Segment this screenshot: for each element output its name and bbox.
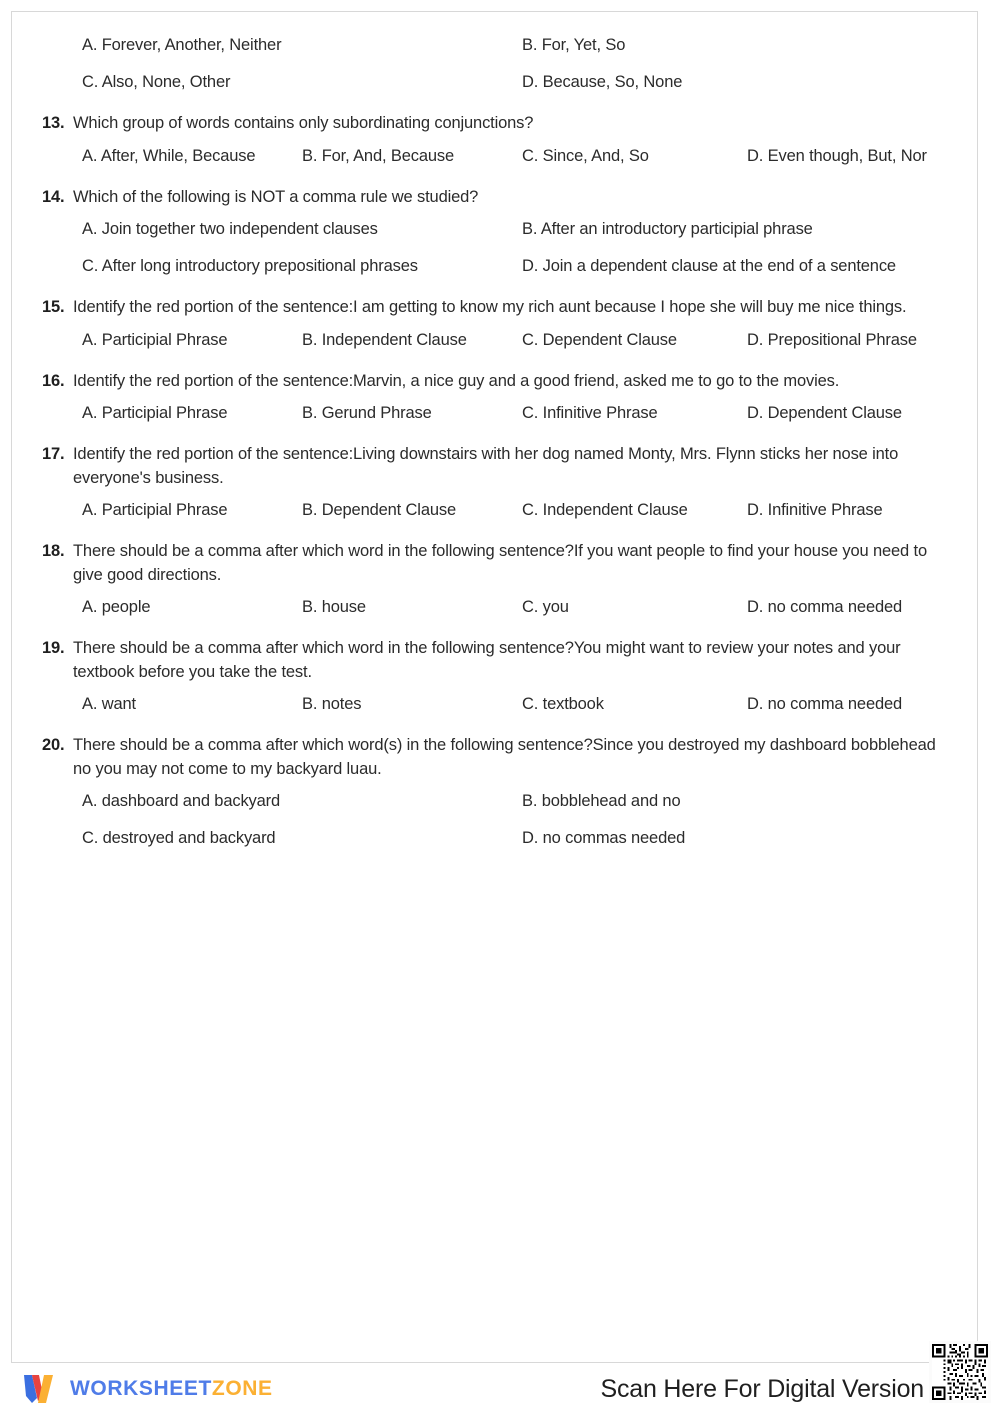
brand-wordmark [70, 1377, 273, 1401]
option-row [82, 255, 947, 278]
option-choice[interactable]: C. destroyed and backyard [82, 829, 276, 848]
option-choice[interactable]: B. notes [302, 695, 362, 714]
option-choice[interactable]: C. textbook [522, 695, 604, 714]
option-choice[interactable]: C. you [522, 598, 569, 617]
option-list [42, 329, 947, 352]
question-item [42, 112, 947, 168]
option-list [42, 145, 947, 168]
question-header [42, 296, 947, 319]
worksheet-zone-logo[interactable] [22, 1369, 273, 1409]
option-choice[interactable]: D. Dependent Clause [747, 404, 902, 423]
question-number: 19. [42, 639, 65, 658]
option-choice[interactable]: D. Prepositional Phrase [747, 330, 917, 349]
question-header [42, 637, 947, 684]
option-list [42, 790, 947, 850]
option-list [42, 596, 947, 619]
option-choice[interactable]: B. Dependent Clause [302, 501, 457, 520]
continued-options-list [42, 34, 947, 94]
question-item [42, 540, 947, 619]
question-number: 17. [42, 445, 65, 464]
option-choice[interactable]: C. Infinitive Phrase [522, 404, 658, 423]
question-number: 16. [42, 371, 65, 390]
qr-code[interactable] [929, 1341, 991, 1403]
option-choice[interactable]: B. For, And, Because [302, 146, 455, 165]
option-row [82, 34, 947, 57]
option-choice[interactable]: C. Also, None, Other [82, 73, 231, 92]
option-choice[interactable]: B. After an introductory participial phrase [522, 220, 813, 239]
option-row [82, 827, 947, 850]
option-row [82, 218, 947, 241]
option-row [82, 499, 947, 522]
option-choice[interactable]: D. no commas needed [522, 829, 686, 848]
option-row [82, 329, 947, 352]
question-text: Which group of words contains only subordinating conjunctions? [73, 114, 534, 133]
option-choice[interactable]: B. house [302, 598, 366, 617]
question-header [42, 734, 947, 781]
option-choice[interactable]: D. Join a dependent clause at the end of a sentence [522, 257, 896, 276]
worksheet-zone-mark-icon [22, 1372, 60, 1406]
worksheet-page [11, 11, 978, 1363]
option-choice[interactable]: D. Even though, But, Nor [747, 146, 927, 165]
question-header [42, 443, 947, 490]
option-row [82, 402, 947, 425]
question-item [42, 734, 947, 850]
question-text: Identify the red portion of the sentence:I am getting to know my rich aunt because I hope she will buy me nice things. [73, 298, 907, 317]
question-text: Which of the following is NOT a comma rule we studied? [73, 187, 479, 206]
option-list [42, 499, 947, 522]
question-text: There should be a comma after which word(s) in the following sentence?Since you destroyed my dashboard bobblehead no you may not come to my backyard luau. [73, 736, 936, 778]
option-choice[interactable]: D. Infinitive Phrase [747, 501, 883, 520]
option-row [82, 693, 947, 716]
question-item [42, 443, 947, 522]
question-item [42, 186, 947, 279]
option-choice[interactable]: A. Participial Phrase [82, 501, 228, 520]
option-row [82, 790, 947, 813]
question-item [42, 296, 947, 352]
option-choice[interactable]: A. Join together two independent clauses [82, 220, 378, 239]
question-item [42, 370, 947, 426]
question-number: 13. [42, 114, 65, 133]
option-choice[interactable]: A. want [82, 695, 136, 714]
option-choice[interactable]: D. no comma needed [747, 695, 903, 714]
question-header [42, 112, 947, 135]
option-row [82, 145, 947, 168]
option-list [42, 402, 947, 425]
question-header [42, 540, 947, 587]
option-choice[interactable]: C. Independent Clause [522, 501, 688, 520]
question-header [42, 370, 947, 393]
option-choice[interactable]: A. Participial Phrase [82, 330, 228, 349]
worksheet-content [12, 12, 977, 868]
option-choice[interactable]: A. Participial Phrase [82, 404, 228, 423]
brand-word-secondary: ZONE [211, 1377, 273, 1400]
question-number: 18. [42, 542, 65, 561]
question-item [42, 637, 947, 716]
option-choice[interactable]: A. After, While, Because [82, 146, 256, 165]
option-choice[interactable]: A. dashboard and backyard [82, 792, 281, 810]
option-choice[interactable]: B. bobblehead and no [522, 792, 681, 810]
question-text: Identify the red portion of the sentence:Living downstairs with her dog named Monty, Mrs. Flynn sticks her nose into everyone's business. [73, 445, 899, 487]
option-list [42, 218, 947, 278]
question-text: There should be a comma after which word in the following sentence?You might want to review your notes and your textbook before you take the test. [73, 639, 901, 681]
option-choice[interactable]: A. Forever, Another, Neither [82, 36, 282, 54]
question-list [42, 112, 947, 850]
option-choice[interactable]: C. Dependent Clause [522, 330, 677, 349]
page-footer [0, 1365, 1000, 1414]
question-text: There should be a comma after which word in the following sentence?If you want people to find your house you need to give good directions. [73, 542, 927, 584]
brand-word-primary: WORKSHEET [70, 1377, 212, 1400]
question-number: 15. [42, 298, 65, 317]
option-choice[interactable]: D. no comma needed [747, 598, 903, 617]
option-choice[interactable]: B. Independent Clause [302, 330, 467, 349]
option-choice[interactable]: B. Gerund Phrase [302, 404, 432, 423]
scan-here-label: Scan Here For Digital Version [600, 1375, 924, 1403]
option-list [42, 693, 947, 716]
question-text: Identify the red portion of the sentence:Marvin, a nice guy and a good friend, asked me to go to the movies. [73, 371, 840, 390]
continued-options-block [42, 34, 947, 94]
question-number: 14. [42, 187, 65, 206]
question-header [42, 186, 947, 209]
option-choice[interactable]: B. For, Yet, So [522, 36, 626, 54]
option-choice[interactable]: A. people [82, 598, 151, 617]
option-row [82, 71, 947, 94]
option-choice[interactable]: D. Because, So, None [522, 73, 683, 92]
option-row [82, 596, 947, 619]
question-number: 20. [42, 736, 65, 755]
option-choice[interactable]: C. Since, And, So [522, 146, 649, 165]
option-choice[interactable]: C. After long introductory prepositional phrases [82, 257, 418, 276]
